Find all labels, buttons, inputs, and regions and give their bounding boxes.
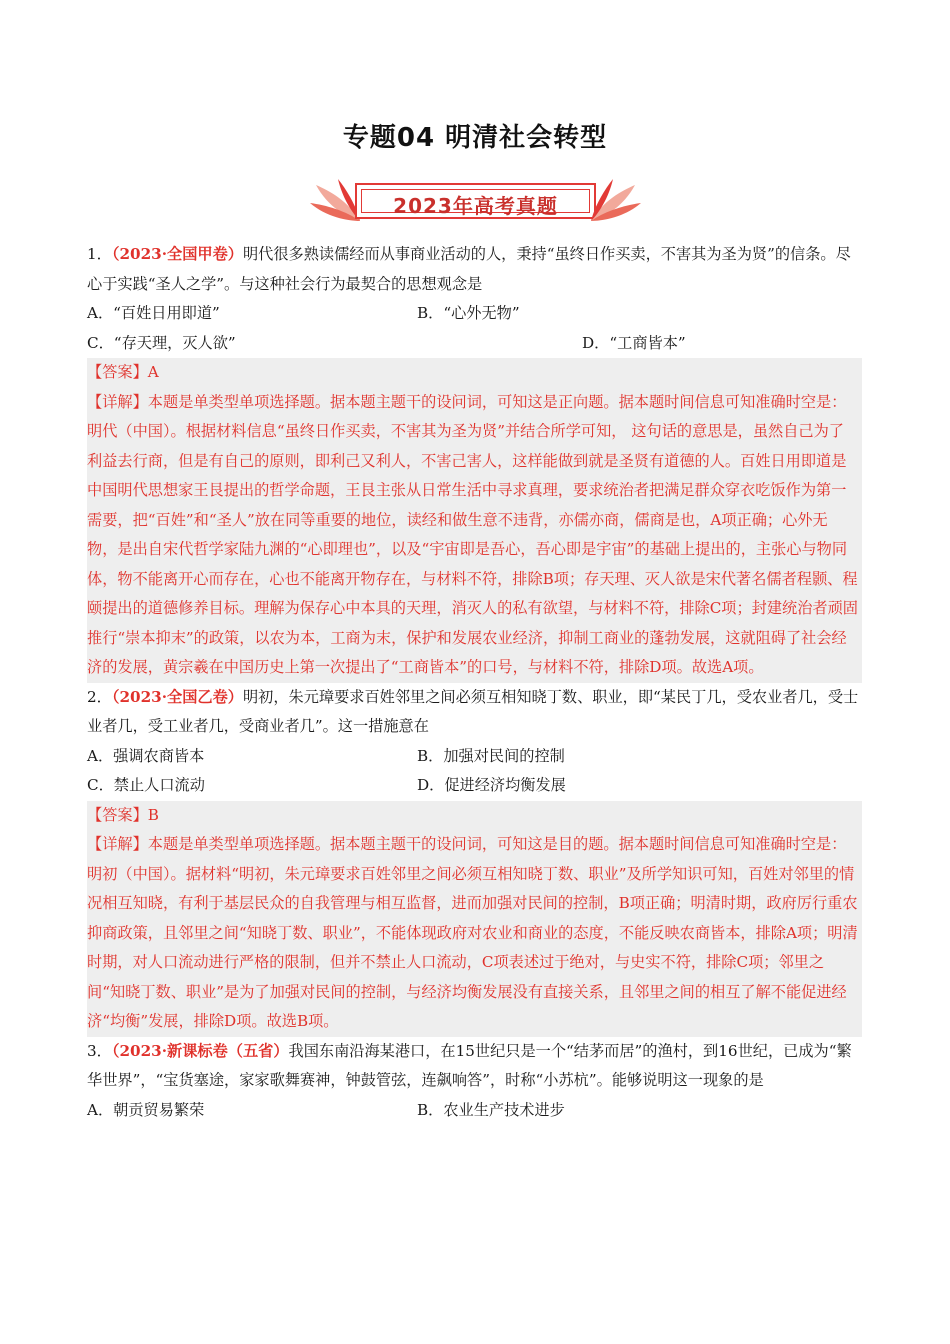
banner-label: 2023年高考真题 xyxy=(393,194,558,218)
answer-block xyxy=(87,358,862,683)
detail-label: 【详解】 xyxy=(87,392,148,411)
option-b: B．加强对民间的控制 xyxy=(417,746,565,765)
option-row xyxy=(87,329,862,359)
question-stem xyxy=(87,1037,862,1096)
option-a: A．强调农商皆本 xyxy=(87,746,205,765)
option-d: D．“工商皆本” xyxy=(582,333,686,352)
question-2 xyxy=(87,683,862,1037)
question-number: 2． xyxy=(87,687,112,706)
question-source: （2023·全国甲卷） xyxy=(111,245,243,263)
answer-line xyxy=(87,358,858,388)
page-title: 专题04 明清社会转型 xyxy=(342,123,608,153)
detail-text xyxy=(87,388,858,683)
question-text: 我国东南沿海某港口，在15世纪只是一个“结茅而居”的渔村，到16世纪，已成为“繁华世界”，“宝货塞途，家家歌舞赛神，钟鼓管弦，连飙响答”，时称“小苏杭”。能够说明这一现象的是 xyxy=(87,1041,852,1089)
question-list xyxy=(87,240,862,1125)
option-c: C．禁止人口流动 xyxy=(87,776,205,794)
answer-block xyxy=(87,801,862,1037)
answer-label: 【答案】 xyxy=(87,363,148,381)
question-source: （2023·全国乙卷） xyxy=(111,687,243,706)
option-row xyxy=(87,299,862,329)
option-d: D．促进经济均衡发展 xyxy=(417,776,566,794)
option-b: B．农业生产技术进步 xyxy=(417,1100,565,1119)
option-row xyxy=(87,771,862,801)
answer-value: A xyxy=(147,363,159,381)
question-3 xyxy=(87,1037,862,1126)
detail-body: 本题是单类型单项选择题。据本题主题干的设问词，可知这是目的题。据本题时间信息可知准确时空是：明初（中国）。据材料“明初，朱元璋要求百姓邻里之间必须互相知晓丁数、职业”及所学知识可知，百姓对邻里的情况相互知晓，有利于基层民众的自我管理与相互监督，进而加强对民间的控制，B项正确；明清时期，政府厉行重农抑商政策，且邻里之间“知晓丁数、职业”，不能体现政府对农业和商业的态度，不能反映农商皆本，排除A项；明清时期，对人口流动进行严格的限制，但并不禁止人口流动，C项表述过于绝对，与史实不符，排除C项；邻里之间“知晓丁数、职业”是为了加强对民间的控制，与经济均衡发展没有直接关系，且邻里之间的相互了解不能促进经济“均衡”发展，排除D项。故选B项。 xyxy=(87,835,858,1030)
question-stem xyxy=(87,240,862,299)
option-c: C．“存天理，灭人欲” xyxy=(87,333,236,352)
question-stem xyxy=(87,683,862,742)
banner-frame xyxy=(355,183,596,219)
option-b: B．“心外无物” xyxy=(417,304,520,322)
question-source: （2023·新课标卷（五省） xyxy=(111,1041,289,1060)
question-text: 明初，朱元璋要求百姓邻里之间必须互相知晓丁数、职业，即“某民丁几，受农业者几，受士业者几，受工业者几，受商业者几”。这一措施意在 xyxy=(87,687,859,735)
answer-value: B xyxy=(147,805,159,824)
option-row xyxy=(87,1096,862,1126)
leaf-ornament-right-icon xyxy=(587,177,643,227)
detail-text xyxy=(87,830,858,1037)
option-a: A．朝贡贸易繁荣 xyxy=(87,1100,205,1119)
question-number: 3． xyxy=(87,1041,112,1060)
answer-label: 【答案】 xyxy=(87,805,148,824)
answer-line xyxy=(87,801,858,831)
option-row xyxy=(87,742,862,772)
detail-label: 【详解】 xyxy=(87,835,148,853)
section-banner xyxy=(308,177,643,227)
question-text: 明代很多熟读儒经而从事商业活动的人，秉持“虽终日作买卖，不害其为圣为贤”的信条。尽心于实践“圣人之学”。与这种社会行为最契合的思想观念是 xyxy=(87,245,851,293)
question-number: 1． xyxy=(87,245,112,263)
detail-body: 本题是单类型单项选择题。据本题主题干的设问词，可知这是正向题。据本题时间信息可知准确时空是：明代（中国）。根据材料信息“虽终日作买卖，不害其为圣为贤”并结合所学可知， 这句话的意思是，虽然自己为了利益去行商，但是有自己的原则，即利己又利人，不害己害人，这样能做到就是圣贤有道德的人。百姓日用即道是中国明代思想家王艮提出的哲学命题，王艮主张从日常生活中寻求真理，要求统治者把满足群众穿衣吃饭作为第一需要，把“百姓”和“圣人”放在同等重要的地位，读经和做生意不违背，亦儒亦商，儒商是也，A项正确；心外无物，是出自宋代哲学家陆九渊的“心即理也”，以及“宇宙即是吾心，吾心即是宇宙”的基础上提出的，主张心与物同体，物不能离开心而存在，心也不能离开物存在，与材料不符，排除B项；存天理、灭人欲是宋代著名儒者程颢、程颐提出的道德修养目标。理解为保存心中本具的天理，消灭人的私有欲望，与材料不符，排除C项；封建统治者顽固推行“崇本抑末”的政策，以农为本，工商为末，保护和发展农业经济，抑制工商业的蓬勃发展，这就阻碍了社会经济的发展，黄宗羲在中国历史上第一次提出了“工商皆本”的口号，与材料不符，排除D项。故选A项。 xyxy=(87,392,858,676)
question-1 xyxy=(87,240,862,683)
option-a: A．“百姓日用即道” xyxy=(87,304,220,322)
